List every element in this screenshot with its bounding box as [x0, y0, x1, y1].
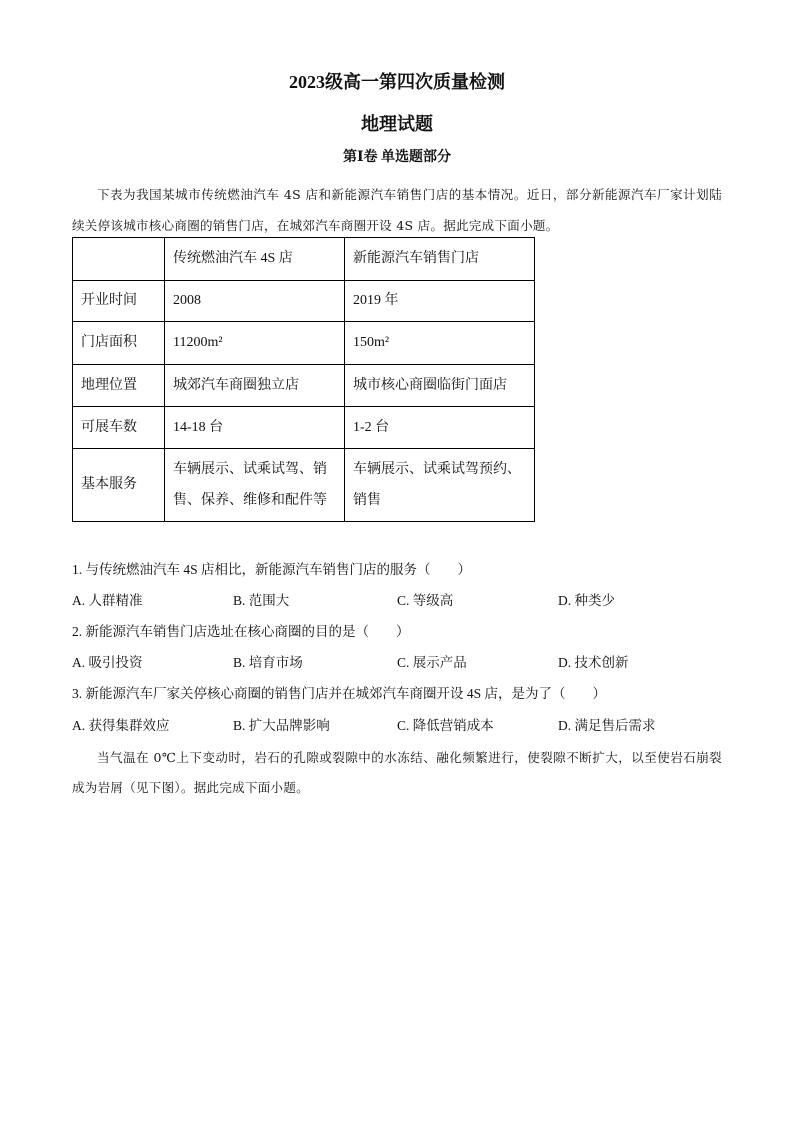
- table-row: [73, 365, 535, 407]
- table-cell: 14-18 台: [165, 407, 345, 449]
- table-row-label: 门店面积: [73, 322, 165, 365]
- table-row-label: 开业时间: [73, 281, 165, 322]
- table-row: [73, 449, 535, 522]
- answer-option: B. 培育市场: [233, 655, 303, 670]
- table-row: [73, 322, 535, 365]
- table-cell: 2019 年: [345, 281, 535, 322]
- answer-option: C. 展示产品: [397, 655, 467, 670]
- table-cell: 1-2 台: [345, 407, 535, 449]
- table-header-row: [73, 238, 535, 281]
- table-cell: 车辆展示、试乘试驾预约、销售: [345, 449, 535, 522]
- answer-option: A. 吸引投资: [72, 655, 143, 670]
- subject-title: 地理试题: [361, 114, 433, 134]
- reading-passage-1: 下表为我国某城市传统燃油汽车 4S 店和新能源汽车销售门店的基本情况。近日，部分新能源汽车厂家计划陆续关停该城市核心商圈的销售门店，在城郊汽车商圈开设 4S 店。据此完成下面小题。: [72, 187, 722, 233]
- question-stem: 3. 新能源汽车厂家关停核心商圈的销售门店并在城郊汽车商圈开设 4S 店，是为了（ ）: [72, 686, 607, 701]
- page-title: 2023级高一第四次质量检测: [289, 72, 505, 92]
- answer-option: D. 技术创新: [558, 655, 629, 670]
- answer-option: A. 人群精准: [72, 593, 143, 608]
- store-comparison-table: [72, 237, 535, 522]
- section-heading: 第Ⅰ卷 单选题部分: [342, 150, 452, 165]
- answer-option: A. 获得集群效应: [72, 718, 170, 733]
- answer-option: D. 满足售后需求: [558, 718, 656, 733]
- table-row-label: 可展车数: [73, 407, 165, 449]
- table-header-cell: 传统燃油汽车 4S 店: [165, 238, 345, 281]
- table-cell: 城市核心商圈临街门面店: [345, 365, 535, 407]
- answer-option: C. 等级高: [397, 593, 454, 608]
- table-header-cell: 新能源汽车销售门店: [345, 238, 535, 281]
- table-cell: 11200m²: [165, 322, 345, 365]
- table-row-label: 地理位置: [73, 365, 165, 407]
- question-stem: 2. 新能源汽车销售门店选址在核心商圈的目的是（ ）: [72, 624, 410, 639]
- question-stem: 1. 与传统燃油汽车 4S 店相比，新能源汽车销售门店的服务（ ）: [72, 562, 472, 577]
- table-row: [73, 407, 535, 449]
- table-header-cell: [73, 238, 165, 281]
- reading-passage-2: 当气温在 0℃上下变动时，岩石的孔隙或裂隙中的水冻结、融化频繁进行，使裂隙不断扩大，以至使岩石崩裂成为岩屑（见下图）。据此完成下面小题。: [72, 750, 722, 795]
- table-cell: 150m²: [345, 322, 535, 365]
- table-row: [73, 281, 535, 322]
- answer-option: B. 扩大品牌影响: [233, 718, 330, 733]
- answer-option: C. 降低营销成本: [397, 718, 494, 733]
- table-cell: 2008: [165, 281, 345, 322]
- table-cell: 车辆展示、试乘试驾、销售、保养、维修和配件等: [165, 449, 345, 522]
- answer-option: D. 种类少: [558, 593, 615, 608]
- table-row-label: 基本服务: [73, 449, 165, 522]
- answer-option: B. 范围大: [233, 593, 290, 608]
- table-cell: 城郊汽车商圈独立店: [165, 365, 345, 407]
